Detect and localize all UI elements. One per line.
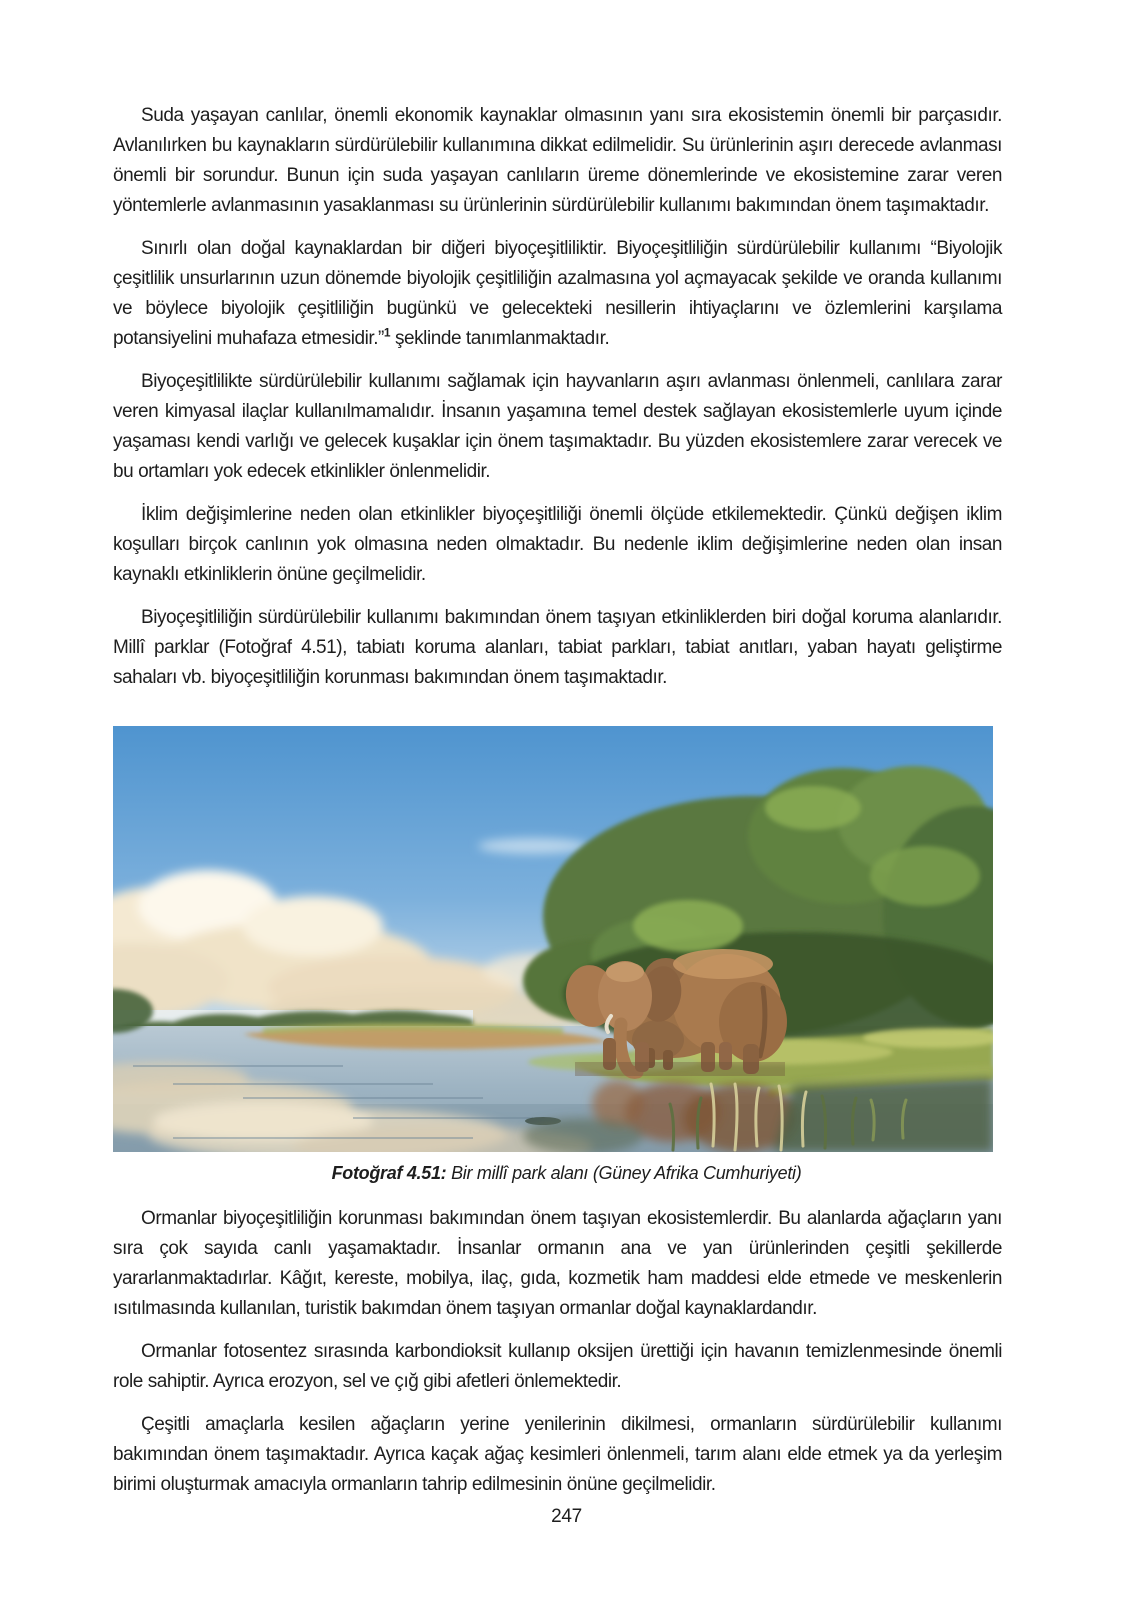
paragraph-text-before-footnote: Sınırlı olan doğal kaynaklardan bir diğeri biyoçeşitliliktir. Biyoçeşitliliğin sürdürülebilir kullanımı “Biyolojik çeşitlilik unsurlarının uzun dönemde biyolojik çeşitliliğin azalmasına yol açmayacak şekilde ve oranda kullanımı ve böylece biyolojik çeşitliliğin bugünkü ve gelecekteki nesillerin ihtiyaçlarını ve özlemlerini karşılama potansiyelini muhafaza etmesidir.” [113,238,1002,349]
paragraph-aquatic-resources: Suda yaşayan canlılar, önemli ekonomik kaynaklar olmasının yanı sıra ekosistemin önemli bir parçasıdır. Avlanılırken bu kaynakların sürdürülebilir kullanımına dikkat edilmelidir. Su ürünlerinin aşırı derecede avlanması önemli bir sorundur. Bunun için suda yaşayan canlıların üreme dönemlerinde ve ekosistemine zarar veren yöntemlerle avlanmasının yasaklanması su ürünlerinin sürdürülebilir kullanımı bakımından önem taşımaktadır. [113,105,1002,216]
paragraph-protected-areas: Biyoçeşitliliğin sürdürülebilir kullanımı bakımından önem taşıyan etkinliklerden biri doğal koruma alanlarıdır. Millî parklar (Fotoğraf 4.51), tabiatı koruma alanları, tabiat parkları, tabiat anıtları, yaban hayatı geliştirme sahaları vb. biyoçeşitliliğin korunması bakımından önem taşımaktadır. [113,607,1002,688]
paragraph-sustainable-use: Biyoçeşitlilikte sürdürülebilir kullanımı sağlamak için hayvanların aşırı avlanması önlenmeli, canlılara zarar veren kimyasal ilaçlar kullanılmamalıdır. İnsanın yaşamına temel destek sağlayan ekosistemlerle uyum içinde yaşaması kendi varlığı ve gelecek kuşaklar için önem taşımaktadır. Bu yüzden ekosistemlere zarar verecek ve bu ortamları yok edecek etkinlikler önlenmelidir. [113,371,1002,482]
photo-caption [0,1160,1133,1186]
paragraph-climate-change: İklim değişimlerine neden olan etkinlikler biyoçeşitliliği önemli ölçüde etkilemektedir. Çünkü değişen iklim koşulları birçok canlının yok olmasına neden olmaktadır. Bu nedenle iklim değişimlerine neden olan insan kaynaklı etkinliklerin önüne geçilmelidir. [113,504,1002,585]
photo-caption-label: Fotoğraf 4.51: [331,1163,447,1183]
national-park-photo [113,726,993,1152]
paragraph-forests-photosynthesis: Ormanlar fotosentez sırasında karbondioksit kullanıp oksijen ürettiği için havanın temizlenmesinde önemli role sahiptir. Ayrıca erozyon, sel ve çığ gibi afetleri önlemektedir. [113,1341,1002,1392]
page-number: 247 [551,1506,582,1527]
paragraph-text-after-footnote: şeklinde tanımlanmaktadır. [390,328,610,349]
national-park-photo-art [113,726,993,1152]
paragraph-forests-biodiversity: Ormanlar biyoçeşitliliğin korunması bakımından önem taşıyan ekosistemlerdir. Bu alanlarda ağaçların yanı sıra çok sayıda canlı yaşamaktadır. İnsanlar ormanın ana ve yan ürünlerinden çeşitli şekillerde yararlanmaktadırlar. Kâğıt, kereste, mobilya, ilaç, gıda, kozmetik ham maddesi elde etmede ve meskenlerin ısıtılmasında kullanılan, turistik bakımdan önem taşıyan ormanlar doğal kaynaklardandır. [113,1208,1002,1319]
photo-caption-text: Bir millî park alanı (Güney Afrika Cumhuriyeti) [446,1163,802,1183]
paragraph-biodiversity-definition [113,234,1002,354]
paragraph-reforestation: Çeşitli amaçlarla kesilen ağaçların yerine yenilerinin dikilmesi, ormanların sürdürülebilir kullanımı bakımından önem taşımaktadır. Ayrıca kaçak ağaç kesimleri önlenmeli, tarım alanı elde etmek ya da yerleşim birimi oluşturmak amacıyla ormanların tahrip edilmesinin önüne geçilmelidir. [113,1414,1002,1495]
body-text-block-1 [113,101,1002,706]
footnote-marker: 1 [383,325,391,340]
body-text-block-2 [113,1204,1002,1513]
